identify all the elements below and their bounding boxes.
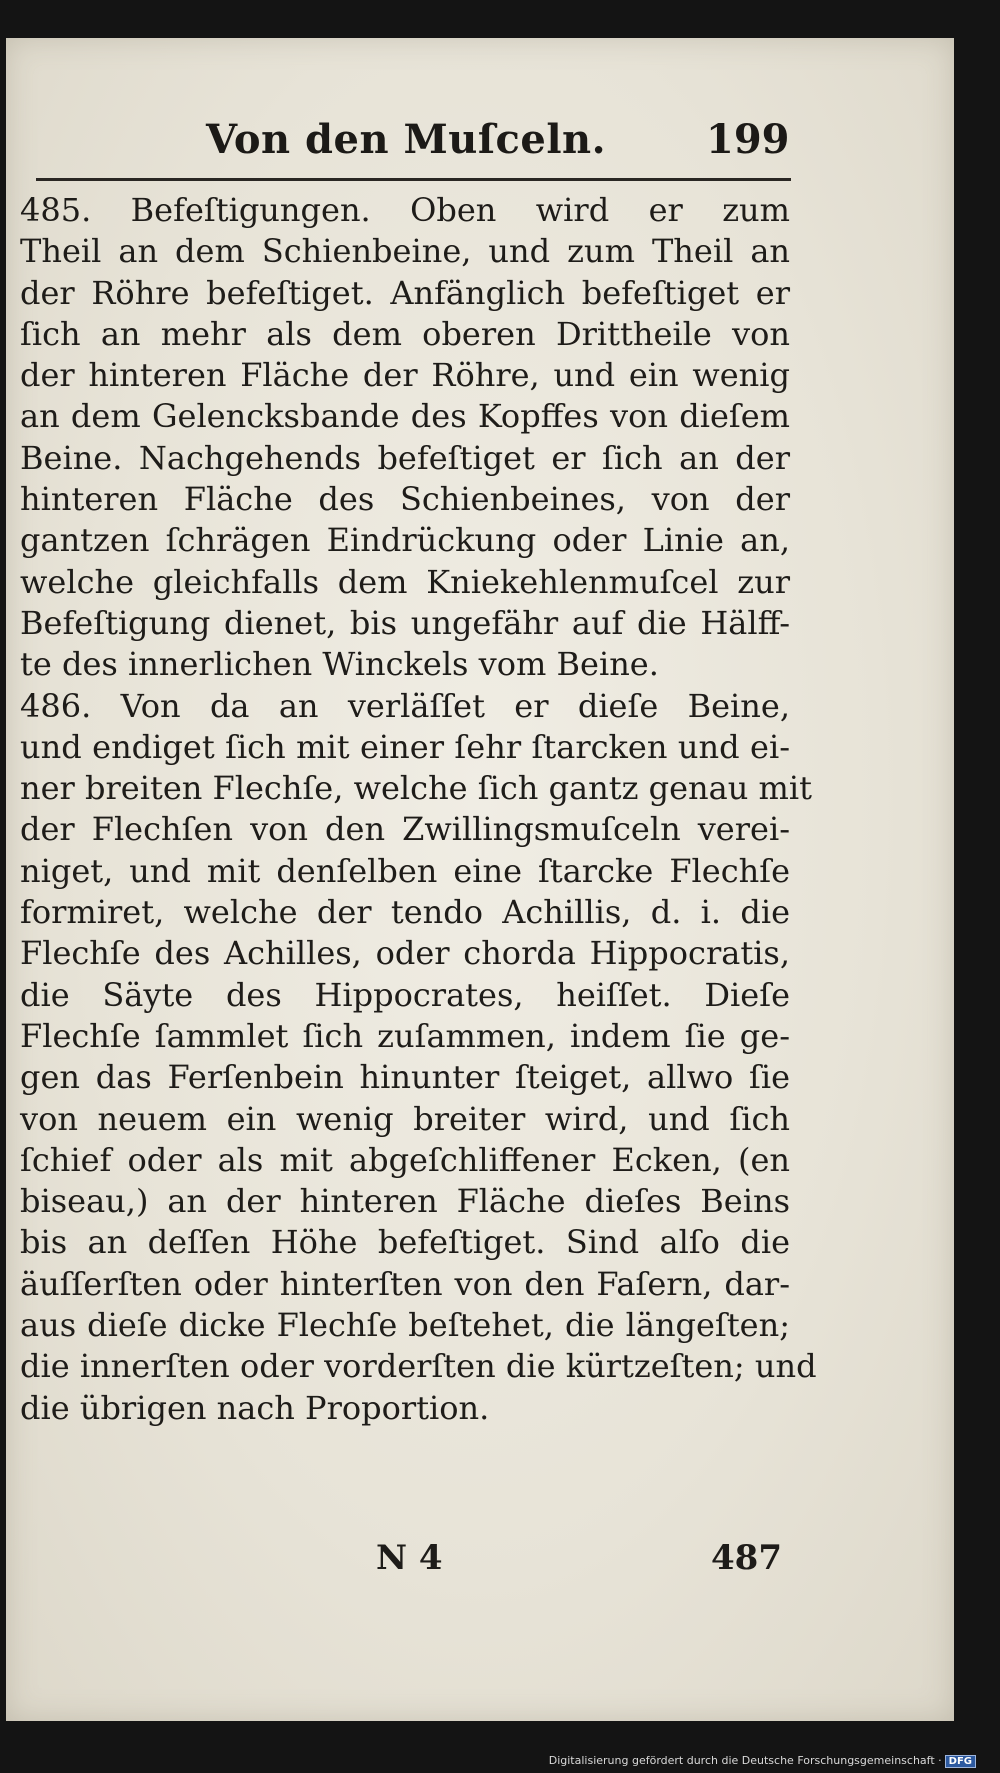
book-page	[6, 38, 954, 1721]
credit-text: Digitalisierung gefördert durch die Deutsche Forschungsgemeinschaft ·	[548, 1754, 942, 1767]
text-line: bis an deſſen Höhe befeſtiget. Sind alſo die	[20, 1223, 790, 1262]
catchword: 487	[711, 1538, 782, 1578]
text-line: niget, und mit denſelben eine ſtarcke Flechſe	[20, 851, 790, 890]
running-head	[6, 116, 954, 176]
text-line: die Säyte des Hippocrates, heiſſet. Dieſe	[20, 975, 790, 1014]
text-line: die übrigen nach Proportion.	[20, 1388, 490, 1427]
text-line: von neuem ein wenig breiter wird, und ſich	[20, 1099, 790, 1138]
text-line: ſchief oder als mit abgeſchliffener Ecken, (en	[20, 1140, 790, 1179]
text-line: an dem Gelencksbande des Kopffes von dieſem	[20, 397, 790, 436]
text-line: gen das Ferſenbein hinunter ſteiget, allwo ſie	[20, 1058, 790, 1097]
text-line: Flechſe ſammlet ſich zuſammen, indem ſie ge-	[20, 1016, 790, 1055]
text-line: 486. Von da an verläſſet er dieſe Beine,	[20, 686, 790, 725]
paragraph-485	[20, 190, 790, 686]
text-line: äuſſerſten oder hinterſten von den Faſern, dar-	[20, 1264, 790, 1303]
text-line: der hinteren Fläche der Röhre, und ein wenig	[20, 356, 790, 395]
signature-mark: N 4	[376, 1538, 443, 1578]
text-line: Befeſtigung dienet, bis ungefähr auf die Hälff-	[20, 603, 790, 642]
text-line: formiret, welche der tendo Achillis, d. i. die	[20, 893, 790, 932]
text-line: welche gleichfalls dem Kniekehlenmuſcel zur	[20, 562, 790, 601]
text-line: ſich an mehr als dem oberen Drittheile von	[20, 314, 790, 353]
page-footer	[6, 1538, 954, 1588]
text-line: aus dieſe dicke Flechſe beſtehet, die längeſten;	[20, 1306, 790, 1345]
text-line: der Flechſen von den Zwillingsmuſceln verei-	[20, 810, 790, 849]
header-rule	[36, 178, 791, 181]
digitization-credit	[549, 1754, 976, 1768]
text-line: Beine. Nachgehends befeſtiget er ſich an der	[20, 438, 790, 477]
text-line: 485. Befeſtigungen. Oben wird er zum	[20, 191, 790, 229]
page-number: 199	[706, 116, 790, 163]
text-line: der Röhre befeſtiget. Anfänglich befeſtiget er	[20, 273, 790, 312]
text-line: ner breiten Flechſe, welche ſich gantz genau mit	[20, 769, 812, 808]
text-line: gantzen ſchrägen Eindrückung oder Linie an,	[20, 521, 790, 560]
text-line: te des innerlichen Winckels vom Beine.	[20, 645, 659, 684]
text-line: und endiget ſich mit einer ſehr ſtarcken und ei-	[20, 727, 790, 766]
text-line: die innerſten oder vorderſten die kürtzeſten; und	[20, 1347, 817, 1386]
paragraph-486	[20, 686, 817, 1429]
text-line: hinteren Fläche des Schienbeines, von der	[20, 480, 790, 519]
body-text	[20, 190, 817, 1429]
text-line: Flechſe des Achilles, oder chorda Hippocratis,	[20, 934, 790, 973]
dfg-logo: DFG	[945, 1755, 976, 1768]
text-line: biseau,) an der hinteren Fläche dieſes Beins	[20, 1182, 790, 1221]
text-line: Theil an dem Schienbeine, und zum Theil an	[20, 232, 790, 271]
running-title: Von den Muſceln.	[206, 116, 607, 163]
